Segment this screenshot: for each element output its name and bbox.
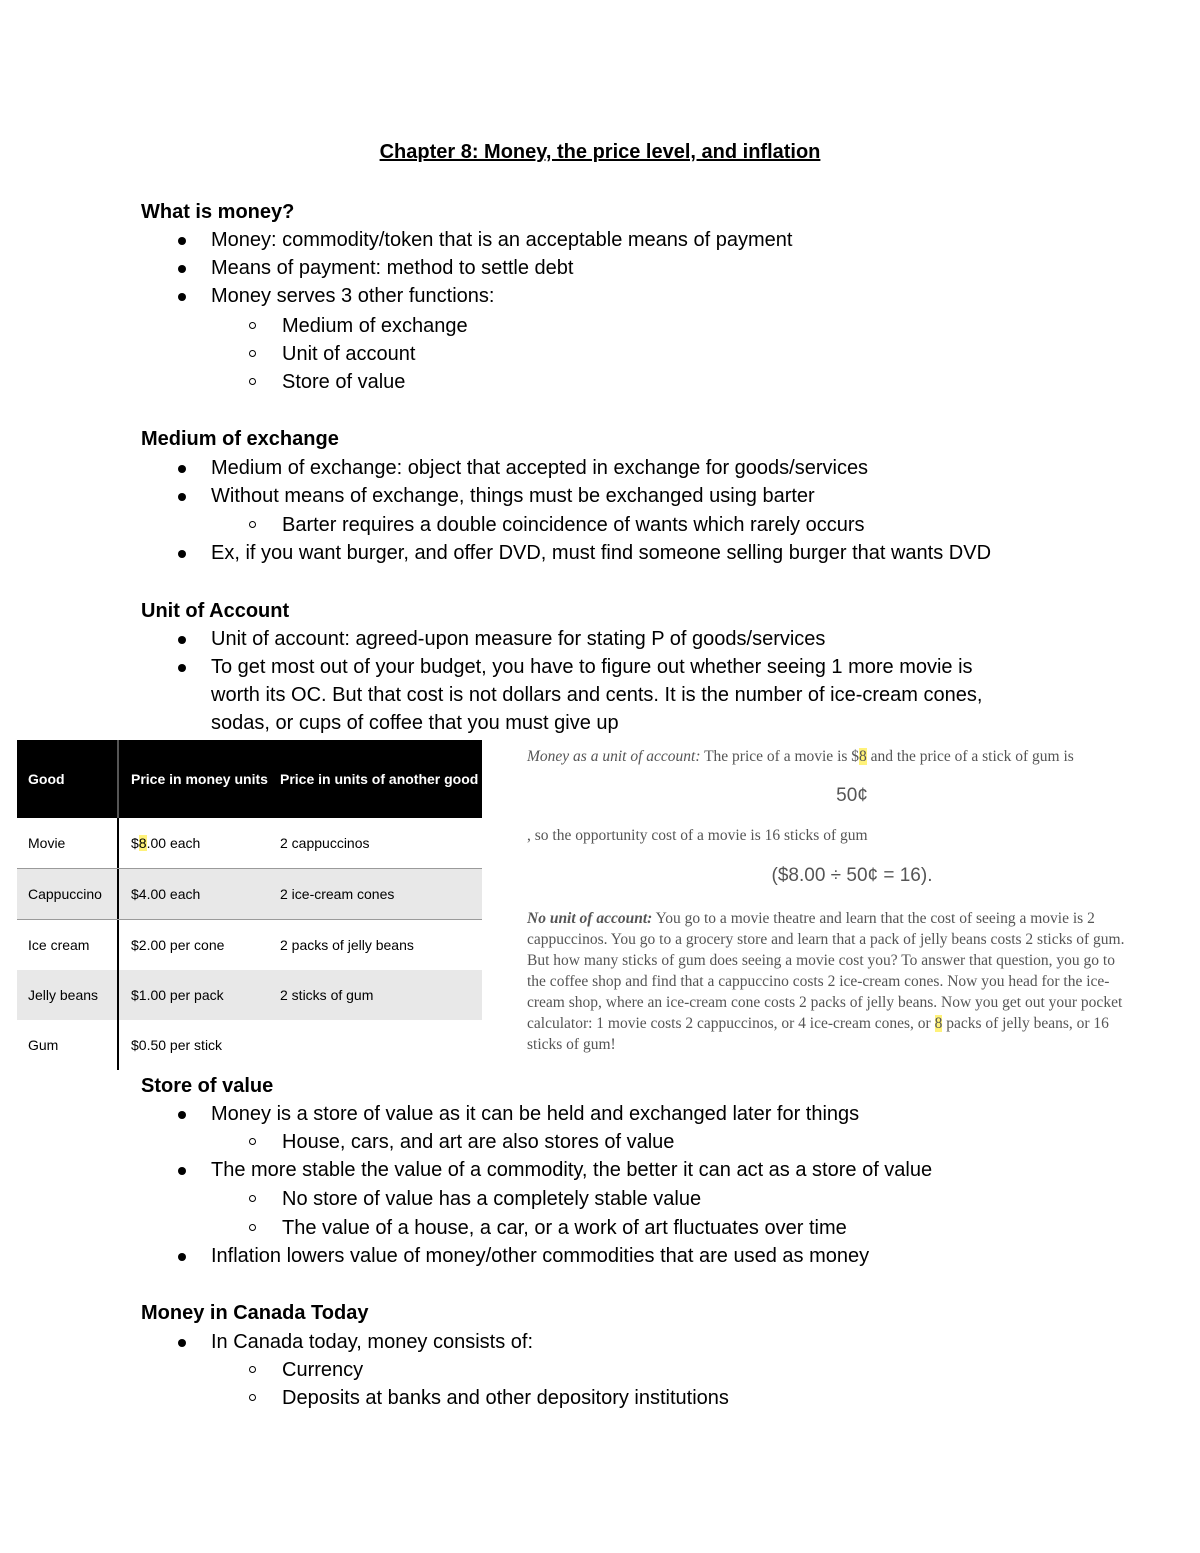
table-cell: $1.00 per pack xyxy=(131,987,224,1003)
highlighted-text: 8 xyxy=(138,835,147,851)
table-cell: 2 ice-cream cones xyxy=(280,886,395,902)
excerpt-line: cappuccinos. You go to a grocery store and learn that a pack of jelly beans costs 2 sticks of gum. xyxy=(527,931,1125,948)
bullet-item: Medium of exchange: object that accepted in exchange for goods/services xyxy=(211,454,868,482)
excerpt-line: the coffee shop and find that a cappuccino costs 2 ice-cream cones. Now you head for the ice- xyxy=(527,973,1110,990)
heading-store-of-value: Store of value xyxy=(141,1075,274,1097)
excerpt-line: sticks of gum! xyxy=(527,1036,616,1053)
formula: ($8.00 ÷ 50¢ = 16). xyxy=(771,865,933,886)
heading-money-in-canada: Money in Canada Today xyxy=(141,1302,369,1324)
table-cell: 2 packs of jelly beans xyxy=(280,937,414,953)
sub-bullet-item: Barter requires a double coincidence of wants which rarely occurs xyxy=(282,511,865,539)
sub-bullet-item: No store of value has a completely stable value xyxy=(282,1185,701,1213)
excerpt-text: The price of a movie is $ xyxy=(700,748,860,765)
bullet-continuation: worth its OC. But that cost is not dollars and cents. It is the number of ice-cream cones, xyxy=(211,684,983,706)
bullet-item: Money: commodity/token that is an acceptable means of payment xyxy=(211,226,792,254)
formula: 50¢ xyxy=(836,785,868,806)
sub-bullet-item: The value of a house, a car, or a work of art fluctuates over time xyxy=(282,1214,847,1242)
highlighted-text: 8 xyxy=(859,748,867,765)
excerpt-paragraph xyxy=(527,908,1177,1055)
excerpt-label: No unit of account: xyxy=(527,910,653,927)
bullet-item: Money serves 3 other functions: xyxy=(211,282,494,310)
excerpt-line xyxy=(527,908,1177,929)
table-cell: Ice cream xyxy=(17,920,119,970)
bullet-item: In Canada today, money consists of: xyxy=(211,1328,533,1356)
table-header-cell: Price in units of another good xyxy=(280,771,479,787)
excerpt-text: calculator: 1 movie costs 2 cappuccinos, or 4 ice-cream cones, or xyxy=(527,1015,935,1032)
table-cell: $2.00 per cone xyxy=(131,937,225,953)
highlighted-text: 8 xyxy=(934,1015,943,1032)
excerpt-line: But how many sticks of gum does seeing a movie cost you? To answer that question, you go to xyxy=(527,952,1115,969)
excerpt-text: You go to a movie theatre and learn that the cost of seeing a movie is 2 xyxy=(652,910,1095,927)
price-part: $ xyxy=(131,835,139,851)
table-row xyxy=(17,1020,482,1070)
excerpt-line: , so the opportunity cost of a movie is 16 sticks of gum xyxy=(527,827,868,844)
table-row xyxy=(17,818,482,868)
bullet-continuation: sodas, or cups of coffee that you must give up xyxy=(211,712,619,734)
table-cell xyxy=(119,818,269,868)
sub-bullet-item: Medium of exchange xyxy=(282,312,468,340)
bullet-item: The more stable the value of a commodity, the better it can act as a store of value xyxy=(211,1156,932,1184)
excerpt-text: and the price of a stick of gum is xyxy=(866,748,1074,765)
price-part: .00 each xyxy=(146,835,201,851)
excerpt-line xyxy=(527,1013,1177,1034)
bullet-item: To get most out of your budget, you have to figure out whether seeing 1 more movie is xyxy=(211,653,973,681)
bullet-item: Without means of exchange, things must be exchanged using barter xyxy=(211,482,815,510)
table-cell: Jelly beans xyxy=(17,970,119,1020)
table-row xyxy=(17,868,482,919)
sub-bullet-item: Unit of account xyxy=(282,340,415,368)
heading-unit-of-account: Unit of Account xyxy=(141,600,290,622)
page-title: Chapter 8: Money, the price level, and inflation xyxy=(379,141,821,163)
sub-bullet-item: Deposits at banks and other depository institutions xyxy=(282,1384,729,1412)
table-cell: 2 cappuccinos xyxy=(280,835,370,851)
table-cell: $0.50 per stick xyxy=(131,1037,223,1053)
table-cell: Gum xyxy=(17,1020,119,1070)
table-row xyxy=(17,970,482,1020)
heading-medium-of-exchange: Medium of exchange xyxy=(141,428,339,450)
table-header-cell: Price in money units xyxy=(131,771,268,787)
table-cell: Cappuccino xyxy=(17,869,119,919)
bullet-item: Ex, if you want burger, and offer DVD, must find someone selling burger that wants DVD xyxy=(211,539,991,567)
price-table xyxy=(17,740,482,1070)
excerpt-text: packs of jelly beans, or 16 xyxy=(942,1015,1109,1032)
bullet-item: Money is a store of value as it can be held and exchanged later for things xyxy=(211,1100,859,1128)
table-cell: Movie xyxy=(17,818,119,868)
table-cell: $4.00 each xyxy=(131,886,201,902)
table-row xyxy=(17,919,482,970)
sub-bullet-item: House, cars, and art are also stores of value xyxy=(282,1128,674,1156)
excerpt-label: Money as a unit of account: xyxy=(527,748,701,765)
table-cell: 2 sticks of gum xyxy=(280,987,374,1003)
table-header-row xyxy=(17,740,482,818)
bullet-item: Unit of account: agreed-upon measure for stating P of goods/services xyxy=(211,625,825,653)
bullet-item: Means of payment: method to settle debt xyxy=(211,254,573,282)
excerpt-line xyxy=(527,746,1177,767)
sub-bullet-item: Store of value xyxy=(282,368,405,396)
heading-what-is-money: What is money? xyxy=(141,201,295,223)
table-header-cell: Good xyxy=(17,740,119,818)
table-cell xyxy=(269,1020,482,1070)
sub-bullet-item: Currency xyxy=(282,1356,363,1384)
bullet-item: Inflation lowers value of money/other commodities that are used as money xyxy=(211,1242,869,1270)
excerpt-line: cream shop, where an ice-cream cone costs 2 packs of jelly beans. Now you get out your pocket xyxy=(527,994,1123,1011)
